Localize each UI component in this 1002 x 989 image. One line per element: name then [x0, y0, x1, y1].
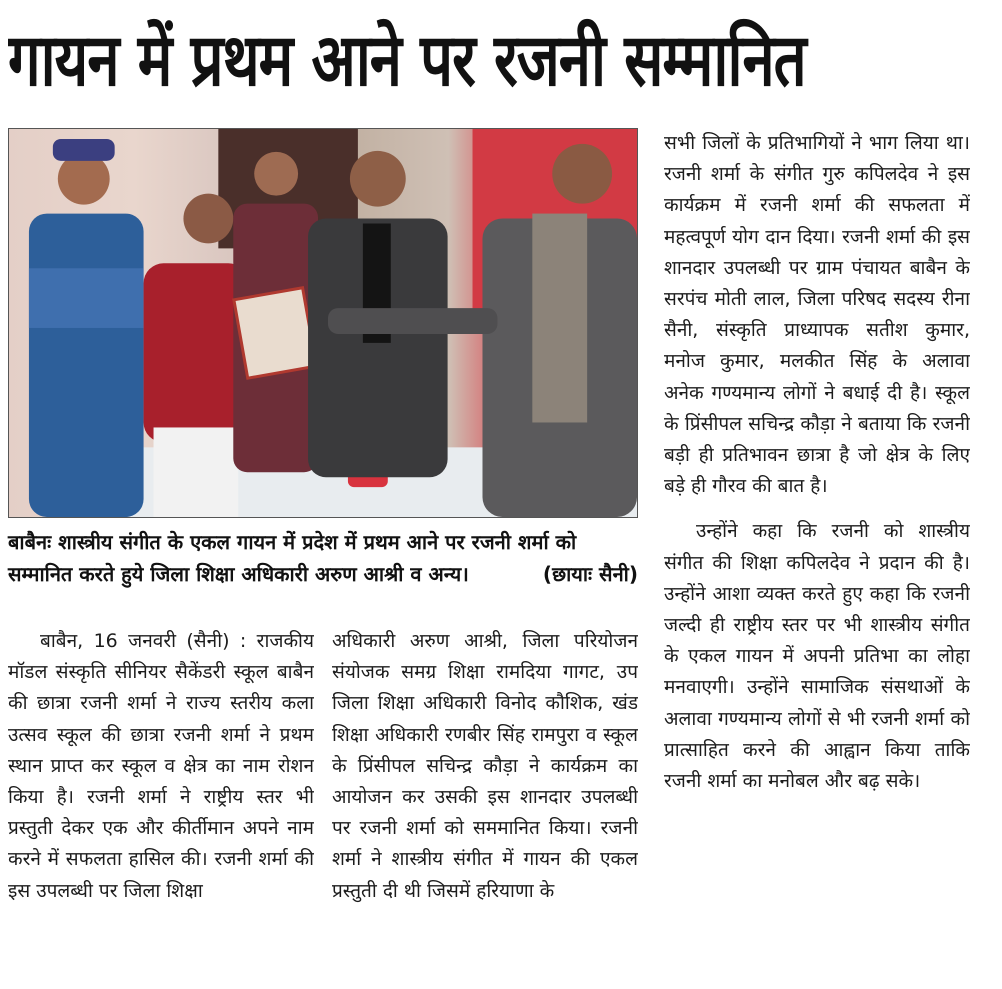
- article-column-2: [332, 626, 638, 986]
- photo-caption: [8, 526, 638, 590]
- person-head: [254, 152, 298, 196]
- photo-illustration: [9, 129, 637, 517]
- photo-credit: (छायाः सैनी): [542, 562, 638, 586]
- column-2-text: अधिकारी अरुण आश्री, जिला परियोजन संयोजक समग्र शिक्षा रामदिया गागट, उप जिला शिक्षा अधिकारी विनोद कौशिक, खंड शिक्षा अधिकारी रणबीर सिंह रामपुरा व स्कूल के प्रिंसीपल सचिन्द्र कौड़ा ने कार्यक्रम का आयोजन कर उसकी इस शानदार उपलब्धी पर रजनी शर्मा को सममानित किया। रजनी शर्मा ने शास्त्रीय संगीत में गायन की एकल प्रस्तुती दी थी जिसमें हरियाणा के: [332, 630, 638, 902]
- person-arm: [328, 308, 497, 334]
- column-1-text: बाबैन, 16 जनवरी (सैनी) : राजकीय मॉडल संस्कृति सीनियर सैकेंडरी स्कूल बाबैन की छात्रा रजनी शर्मा ने राज्य स्तरीय कला उत्सव स्कूल की छात्रा रजनी शर्मा ने प्रथम स्थान प्राप्त कर स्कूल व क्षेत्र का नाम रोशन किया है। रजनी शर्मा ने राष्ट्रीय स्तर भी प्रस्तुती देकर एक और कीर्तीमान अपने नाम करने में सफलता हासिल की। रजनी शर्मा की इस उपलब्धी पर जिला शिक्षा: [8, 630, 314, 902]
- book: [234, 288, 317, 378]
- article-column-3: [664, 128, 970, 986]
- person-head: [350, 151, 406, 207]
- person-head: [552, 144, 612, 204]
- cap: [53, 139, 115, 161]
- person-trousers: [154, 427, 239, 517]
- headline: गायन में प्रथम आने पर रजनी सम्मानित: [8, 17, 806, 103]
- person-sweater: [144, 263, 249, 442]
- scarf: [532, 214, 587, 423]
- person-jacket: [29, 214, 144, 517]
- caption-text: बाबैनः शास्त्रीय संगीत के एकल गायन में प्रदेश में प्रथम आने पर रजनी शर्मा को सम्मानित करते हुये जिला शिक्षा अधिकारी अरुण आश्री व अन्य।: [8, 530, 577, 586]
- article-column-1: [8, 626, 314, 986]
- column-3-paragraph-1: सभी जिलों के प्रतिभागियों ने भाग लिया था। रजनी शर्मा के संगीत गुरु कपिलदेव ने इस कार्यक्रम में रजनी शर्मा की सफलता में महत्वपूर्ण योग दान दिया। रजनी शर्मा की इस शानदार उपलब्धी पर ग्राम पंचायत बाबैन के सरपंच मोती लाल, जिला परिषद सदस्य रीना सैनी, संस्कृति प्राध्यापक सतीश कुमार, मनोज कुमार, मलकीत सिंह के अलावा अनेक गण्यमान्य लोगों ने बधाई दी है। स्कूल के प्रिंसीपल सचिन्द्र कौड़ा ने बताया कि रजनी बड़ी ही प्रतिभावन छात्रा है जो क्षेत्र के लिए बड़े ही गौरव की बात है।: [664, 132, 970, 498]
- news-photo: [8, 128, 638, 518]
- column-3-paragraph-2: उन्होंने कहा कि रजनी को शास्त्रीय संगीत की शिक्षा कपिलदेव ने प्रदान की है। उन्होंने आशा व्यक्त करते हुए कहा कि रजनी जल्दी ही राष्ट्रीय स्तर पर भी शास्त्रीय संगीत के एकल गायन में अपनी प्रतिभा का लोहा मनवाएगी। उन्होंने सामाजिक संसथाओं के अलावा गण्यमान्य लोगों से भी रजनी शर्मा को प्रात्साहित करने की आह्वान किया ताकि रजनी शर्मा का मनोबल और बढ़ सके।: [664, 520, 970, 793]
- person-head: [183, 194, 233, 244]
- jacket-band: [29, 268, 144, 328]
